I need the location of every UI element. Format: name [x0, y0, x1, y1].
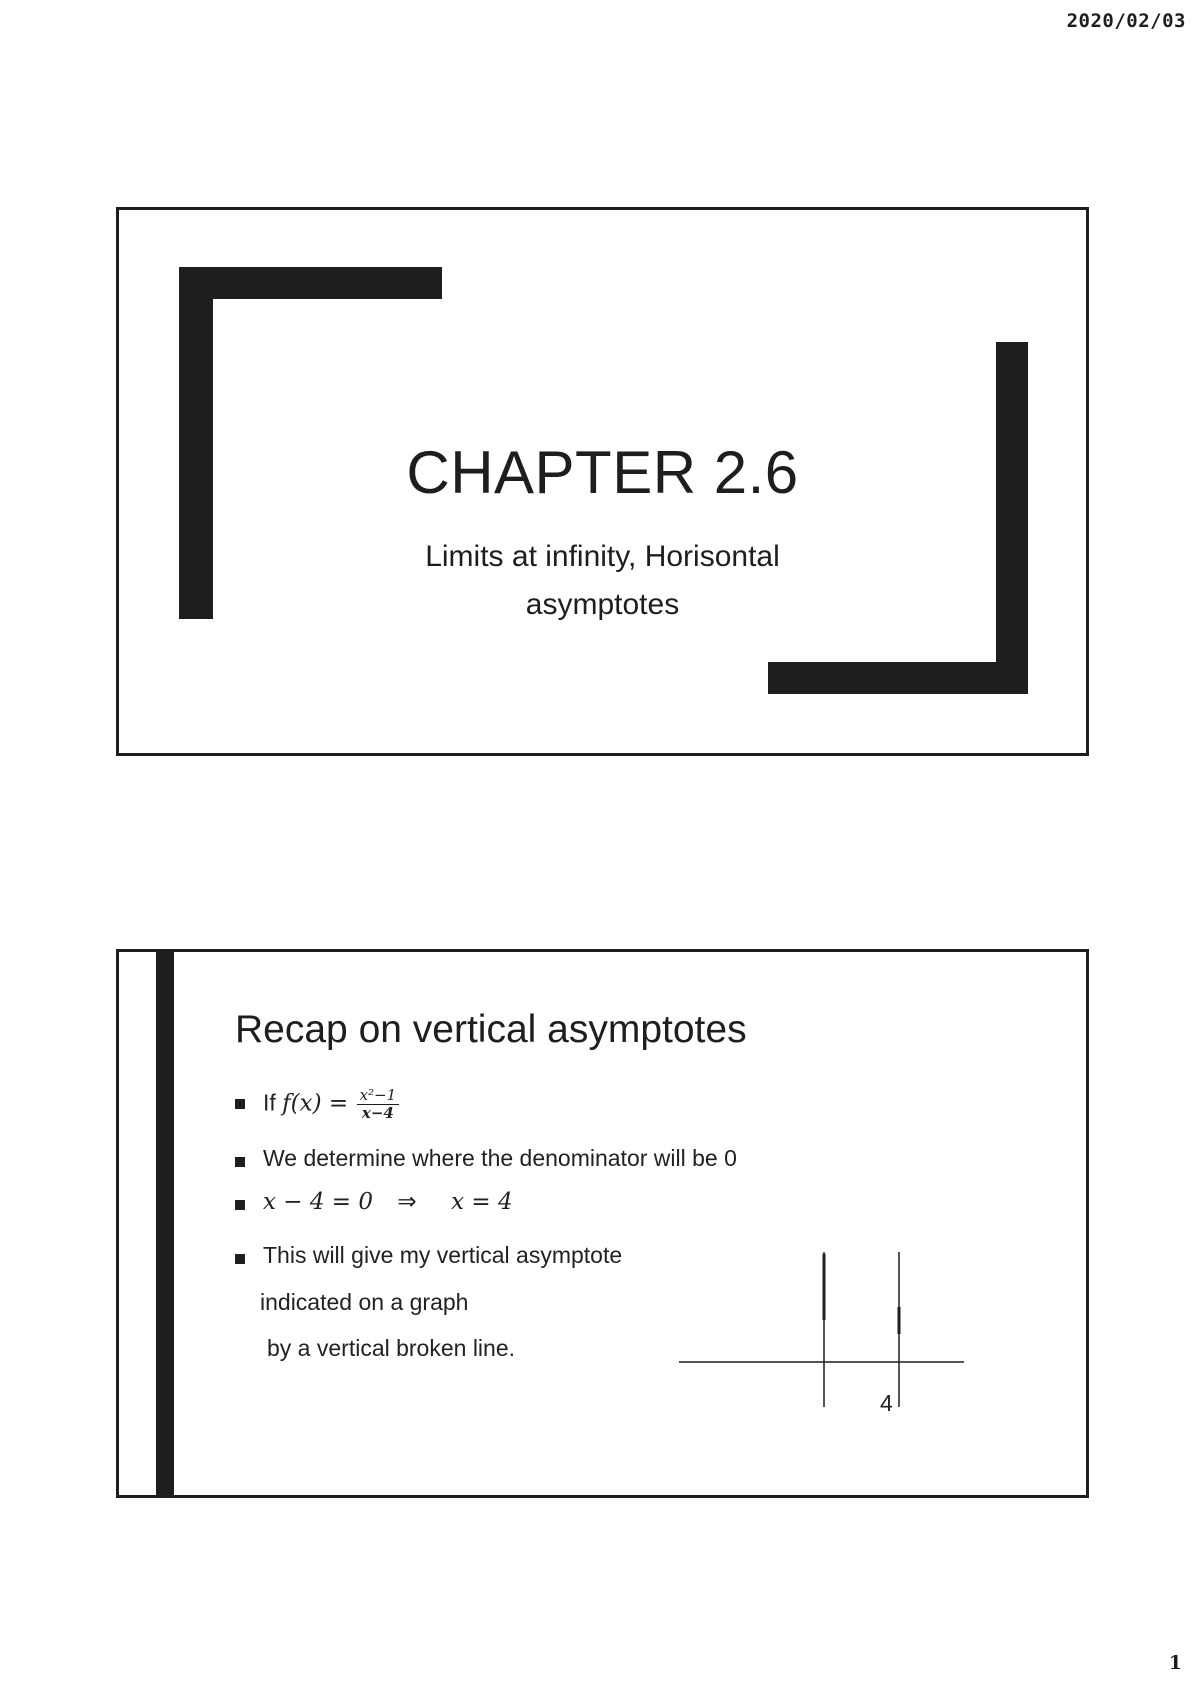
- recap-slide: [116, 949, 1089, 1498]
- fraction-denominator: x−4: [361, 1104, 394, 1122]
- bullet-marker: [235, 1099, 245, 1109]
- bullet-asymptote: [235, 1242, 622, 1274]
- implies-arrow: ⇒: [397, 1188, 417, 1214]
- bullet-marker: [235, 1157, 245, 1167]
- bracket-bottom-right-horizontal: [768, 662, 1028, 694]
- page-number: 1: [1168, 1652, 1182, 1674]
- fraction: [357, 1087, 400, 1122]
- function-expression: f(x) =: [282, 1090, 349, 1117]
- bullet-equation: [235, 1188, 513, 1220]
- bullet-continuation-1: indicated on a graph: [260, 1289, 469, 1315]
- bracket-bottom-right-vertical: [996, 342, 1028, 694]
- bracket-top-left-horizontal: [179, 267, 442, 299]
- bullet-list: [235, 1086, 737, 1268]
- bullet-marker: [235, 1200, 245, 1210]
- asymptote-x-label: 4: [880, 1390, 893, 1416]
- bullet-text: We determine where the denominator will be 0: [263, 1145, 737, 1171]
- equation-left: x − 4 = 0: [263, 1189, 374, 1215]
- bullet-marker: [235, 1254, 245, 1264]
- bullet-denominator: [235, 1145, 737, 1177]
- slide-accent-bar: [156, 952, 174, 1495]
- bullet-text: This will give my vertical asymptote: [263, 1242, 623, 1268]
- chapter-subtitle: [119, 533, 1086, 629]
- bullet-continuation-2: by a vertical broken line.: [267, 1335, 516, 1361]
- bullet-prefix: If: [263, 1089, 276, 1116]
- bullet-function: [235, 1086, 399, 1122]
- asymptote-graph: [679, 1252, 979, 1422]
- subtitle-line-2: asymptotes: [525, 588, 680, 621]
- equation-right: x = 4: [451, 1189, 513, 1215]
- slide-title: Recap on vertical asymptotes: [235, 1008, 747, 1051]
- header-date: 2020/02/03: [1066, 10, 1186, 32]
- chapter-title: CHAPTER 2.6: [406, 439, 799, 506]
- fraction-numerator: x²−1: [357, 1087, 400, 1105]
- subtitle-line-1: Limits at infinity, Horisontal: [425, 540, 780, 573]
- title-slide: [116, 207, 1089, 756]
